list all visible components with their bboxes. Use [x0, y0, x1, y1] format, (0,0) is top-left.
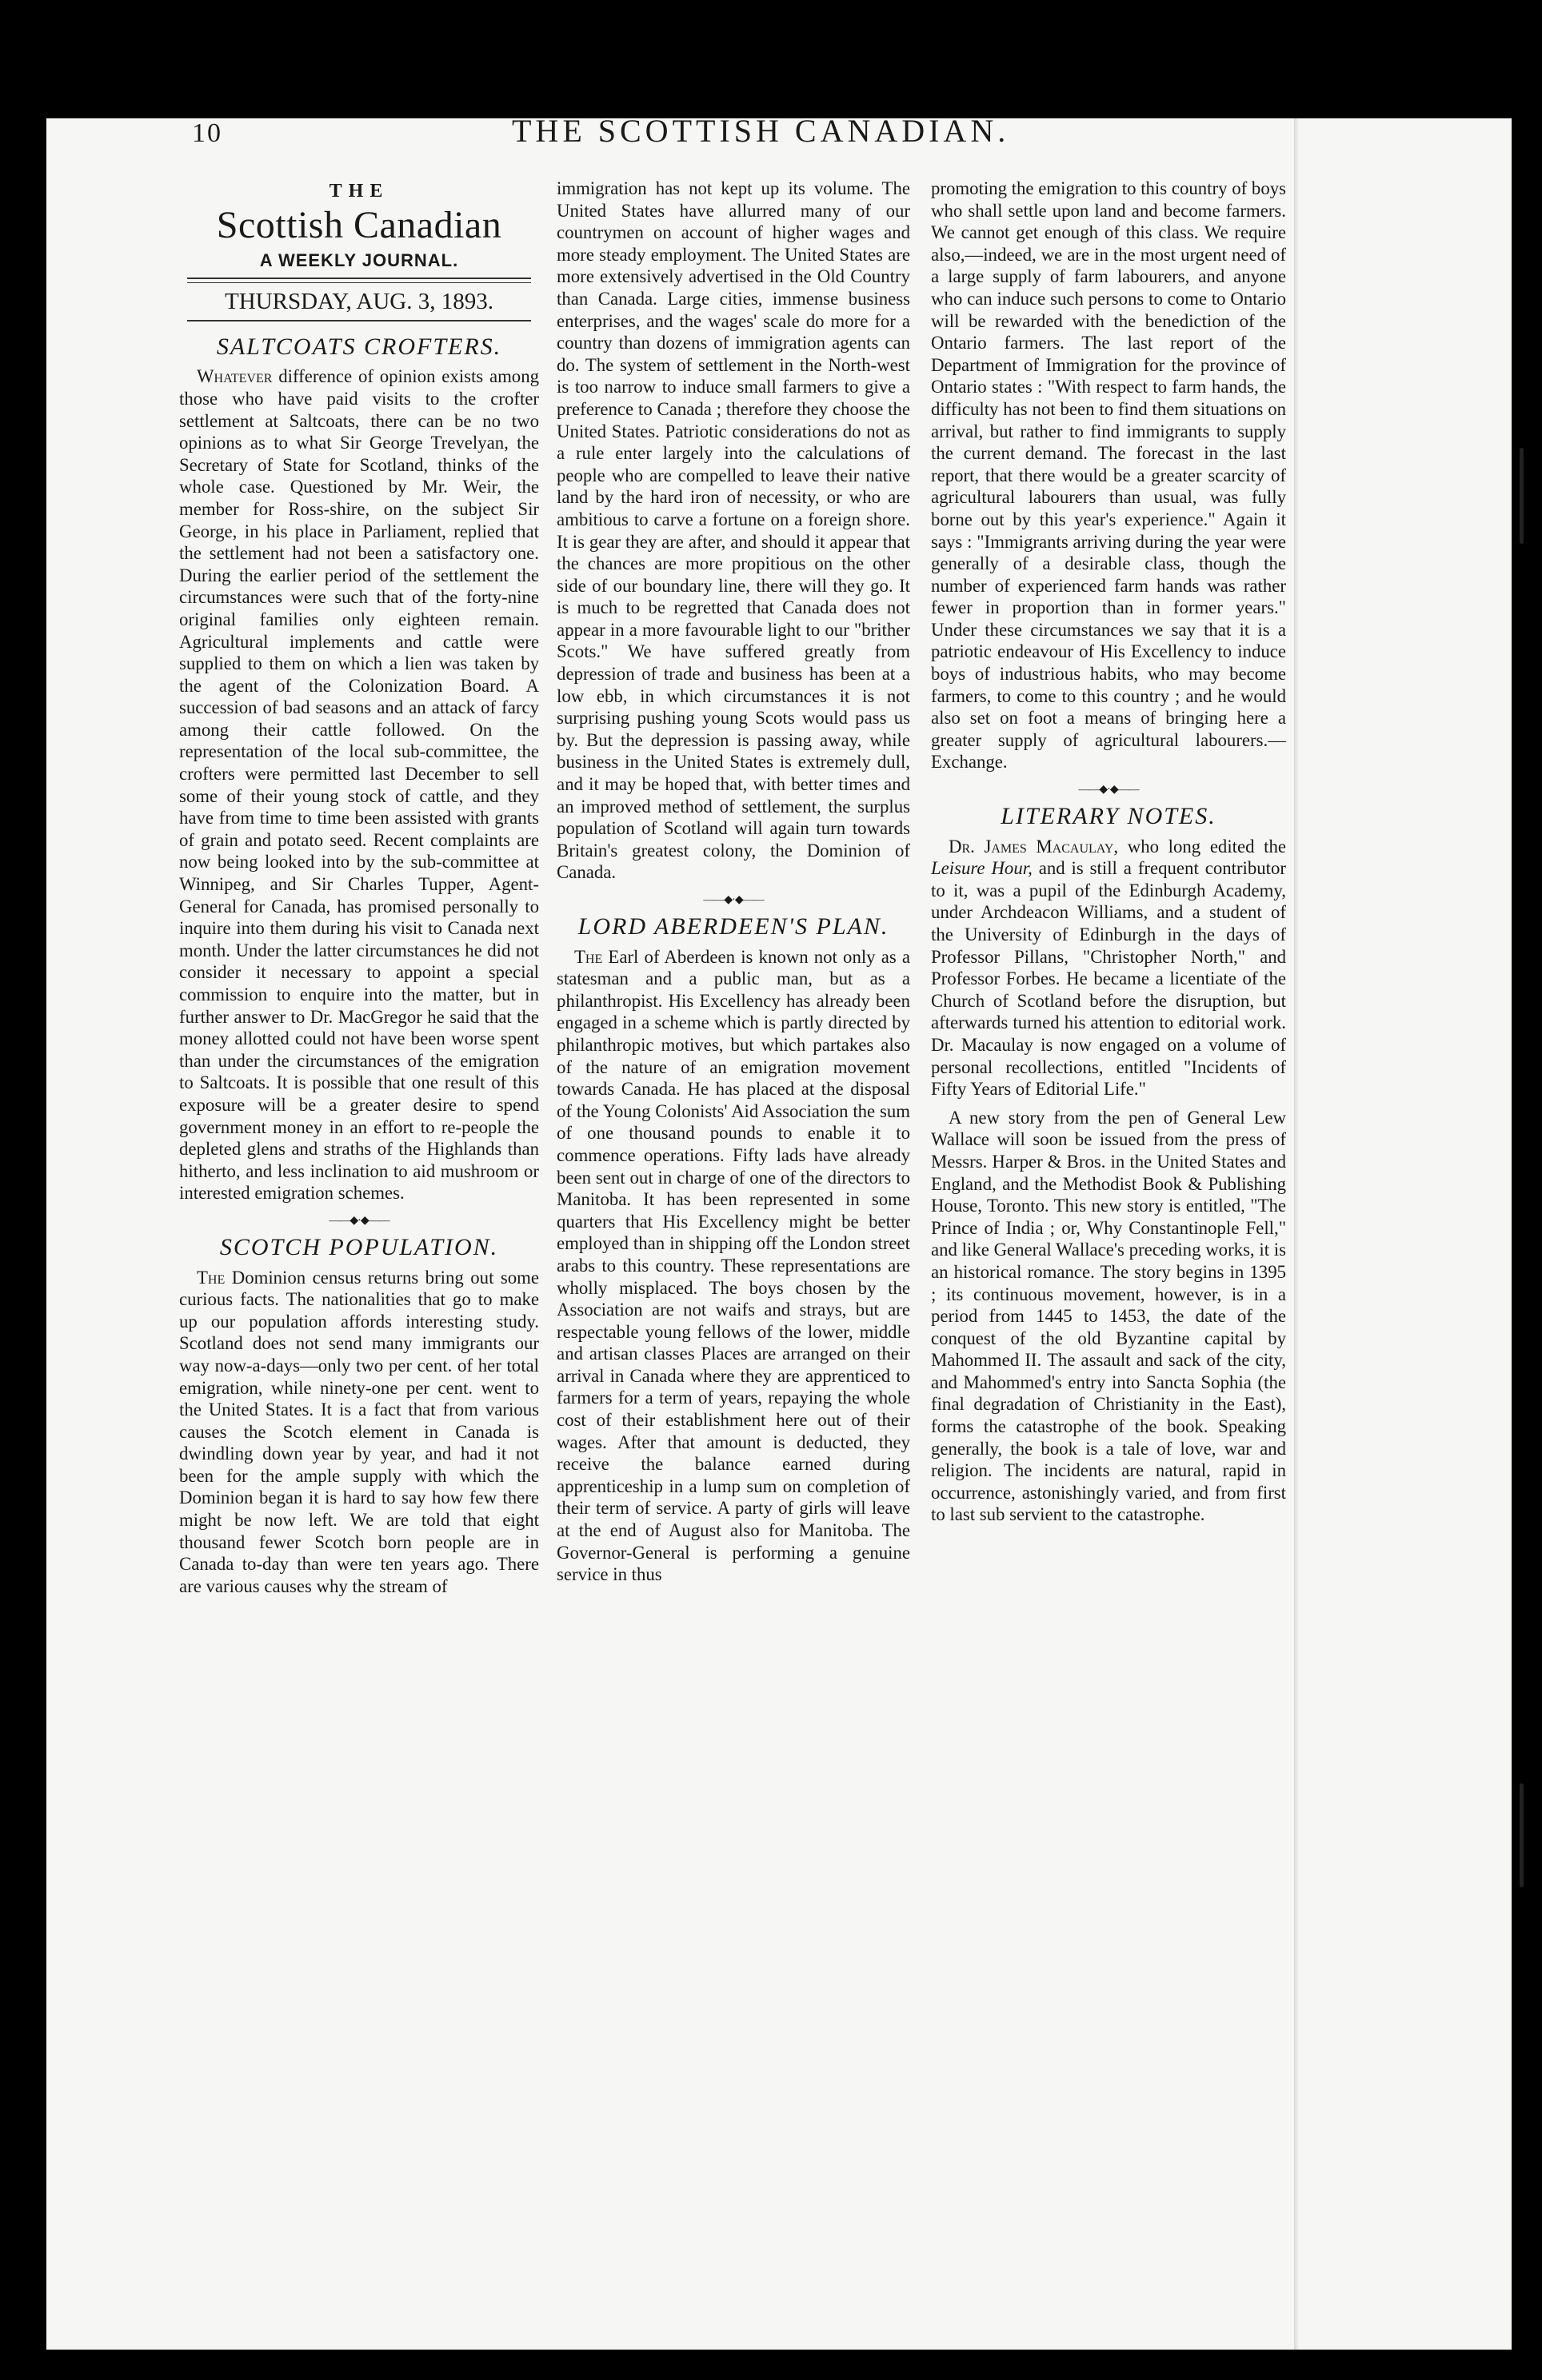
- article-lord-aberdeen-continued: promoting the emigration to this country of boys who shall settle upon land and become farmers. We cannot get enough of this class. We require also,—indeed, we are in the most urgent need of a large supply of farm labourers, and anyone who can induce such persons to come to Ontario will be rewarded with the benediction of the Ontario farmers. The last report of the Department of Immigration for the province of Ontario states : "With respect to farm hands, the difficulty has not been to find them situations on arrival, but rather to find immigrants to supply the current demand. The forecast in the last report, that there would be a greater scarcity of agricultural labourers than usual, was fully borne out by this year's experience." Again it says : "Immigrants arriving during the year were generally of a desirable class, though the number of experienced farm hands was rather fewer in proportion than in former years." Under these circumstances we say that it is a patriotic endeavour of His Excellency to induce boys of industrious habits, who may become farmers, to come to this country ; and he would also set on foot a means of bringing here a greater supply of agricultural labourers.—Exchange.: [931, 178, 1286, 773]
- masthead-name: Scottish Canadian: [216, 203, 502, 246]
- margin-binding-mark: [1520, 1783, 1524, 1887]
- heading-saltcoats-crofters: SALTCOATS CROFTERS.: [216, 333, 502, 360]
- section-ornament: ——◆·◆——: [1078, 784, 1139, 797]
- lead-name: Dr. James Macaulay,: [949, 836, 1119, 857]
- column-1: [179, 178, 539, 1597]
- running-title: THE SCOTTISH CANADIAN.: [512, 113, 1010, 149]
- masthead-the: THE: [329, 181, 389, 202]
- article-saltcoats-body: Whatever difference of opinion exists among those who have paid visits to the crofter settlement at Saltcoats, there can be no two opinions as to what Sir George Trevelyan, the Secretary of State for Scotland, thinks of the whole case. Questioned by Mr. Weir, the member for Ross-shire, on the subject Sir George, in his place in Parliament, replied that the settlement had not been a satisfactory one. During the earlier period of the settlement the circumstances were such that of the forty-nine original families only eighteen remain. Agricultural implements and cattle were supplied to them on which a lien was taken by the agent of the Colonization Board. A succession of bad seasons and an attack of farcy among their cattle followed. On the representation of the local sub-committee, the crofters were permitted last December to sell some of their young stock of cattle, and they have from time to time been assisted with grants of grain and potato seed. Recent complaints are now being looked into by the sub-committee at Winnipeg, and Sir Charles Tupper, Agent-General for Canada, has promised personally to inquire into them during his visit to Canada next month. Under the latter circumstances he did not consider it necessary to appoint a special commission to enquire into the matter, but in further answer to Dr. MacGregor he said that the money allotted could not have been worse spent than under the circumstances of the emigration to Saltcoats. It is possible that one result of this exposure will be a greater desire to spend government money in an effort to re-people the depleted glens and straths of the Highlands than hitherto, and less inclination to aid mushroom or interested emigration schemes.: [179, 366, 539, 1204]
- literary-notes-paragraph-1: Dr. James Macaulay, who long edited the Leisure Hour, and is still a frequent contributor to it, was a pupil of the Edinburgh Academy, under Archdeacon Williams, and a student of the University of Edinburgh in the days of Professor Pillans, "Christopher North," and Professor Forbes. He became a licentiate of the Church of Scotland before the disruption, but afterwards turned his attention to editorial work. Dr. Macaulay is now engaged on a volume of personal recollections, entitled "Incidents of Fifty Years of Editorial Life.": [931, 836, 1286, 1100]
- article-lord-aberdeen-body: The Earl of Aberdeen is known not only as a statesman and a public man, but as a philanthropist. His Excellency has already been engaged in a scheme which is partly directed by philanthropic motives, but which partakes also of the nature of an emigration movement towards Canada. He has placed at the disposal of the Young Colonists' Aid Association the sum of one thousand pounds to enable it to commence operations. Fifty lads have already been sent out in charge of one of the directors to Manitoba. It has been represented in some quarters that His Excellency might be better employed than in shipping off the London street arabs to this country. These representations are wholly misplaced. The boys chosen by the Association are not waifs and strays, but are respectable young fellows of the lower, middle and artisan classes Places are arranged on their arrival in Canada where they are apprenticed to farmers for a term of years, repaying the whole cost of their establishment here out of their wages. After that amount is deducted, they receive the balance earned during apprenticeship in a lump sum on completion of their term of service. A party of girls will leave at the end of August also for Manitoba. The Governor-General is performing a genuine service in thus: [557, 946, 910, 1585]
- heading-lord-aberdeens-plan: LORD ABERDEEN'S PLAN.: [577, 913, 889, 940]
- page-number: 10: [192, 118, 222, 148]
- column-3: [931, 178, 1286, 1526]
- lead-word: The: [574, 946, 603, 967]
- page-fold-shadow: [1294, 118, 1299, 2350]
- article-scotch-population-continued: immigration has not kept up its volume. The United States have allurred many of our countrymen on account of higher wages and more steady employment. The United States are more extensively advertised in the Old Country than Canada. Large cities, immense business enterprises, and the wages' scale do more for a country than dozens of immigration agents can do. The system of settlement in the North-west is too narrow to induce small farmers to give a preference to Canada ; therefore they choose the United States. Patriotic considerations do not as a rule enter largely into the calculations of people who are compelled to leave their native land by the hard iron of necessity, or who are ambitious to carve a fortune on a foreign shore. It is gear they are after, and should it appear that the chances are more propitious on the other side of our boundary line, there will they go. It is much to be regretted that Canada does not appear in a more favourable light to our "brither Scots." We have suffered greatly from depression of trade and business has been at a low ebb, in which circumstances it is not surprising pushing young Scots would pass us by. But the depression is passing away, while business in the United States is extremely dull, and it may be hoped that, with better times and an improved method of settlement, the surplus population of Scotland will again turn towards Britain's greatest colony, the Dominion of Canada.: [557, 178, 910, 883]
- margin-binding-mark: [1520, 448, 1524, 544]
- article-scotch-population-body: The Dominion census returns bring out some curious facts. The nationalities that go to make up our population affords interesting study. Scotland does not send many immigrants our way now-a-days—only two per cent. of her total emigration, while ninety-one per cent. went to the United States. It is a fact that from various causes the Scotch element in Canada is dwindling down year by year, and had it not been for the ample supply with which the Dominion began it is hard to say how few there might be now left. We are told that eight thousand fewer Scotch born people are in Canada to-day than were ten years ago. There are various causes why the stream of: [179, 1267, 539, 1596]
- date-rule: [187, 320, 531, 321]
- heading-literary-notes: LITERARY NOTES.: [1001, 803, 1216, 830]
- lead-word: The: [197, 1267, 226, 1288]
- heading-scotch-population: SCOTCH POPULATION.: [219, 1233, 499, 1260]
- masthead-subtitle: A WEEKLY JOURNAL.: [259, 250, 459, 270]
- masthead-rule: [187, 278, 531, 283]
- section-ornament: ——◆·◆——: [329, 1214, 389, 1227]
- column-2: [557, 178, 910, 1586]
- lead-word: Whatever: [197, 366, 273, 387]
- publication-title: Leisure Hour,: [931, 858, 1033, 879]
- literary-notes-paragraph-2: A new story from the pen of General Lew Wallace will soon be issued from the press of Messrs. Harper & Bros. in the United States and England, and the Methodist Book & Publishing House, Toronto. This new story is entitled, "The Prince of India ; or, Why Constantinople Fell," and like General Wallace's preceding works, it is an historical romance. The story begins in 1395 ; its continuous movement, however, is in a period from 1445 to 1453, the date of the conquest of the old Byzantine capital by Mahommed II. The assault and sack of the city, and Mahommed's entry into Sancta Sophia (the final degradation of Christianity in the East), forms the catastrophe of the book. Speaking generally, the book is a tale of love, war and religion. The incidents are natural, rapid in occurrence, astonishingly varied, and from first to last sub servient to the catastrophe.: [931, 1107, 1286, 1525]
- section-ornament: ——◆·◆——: [703, 894, 764, 906]
- issue-date: THURSDAY, AUG. 3, 1893.: [225, 289, 493, 315]
